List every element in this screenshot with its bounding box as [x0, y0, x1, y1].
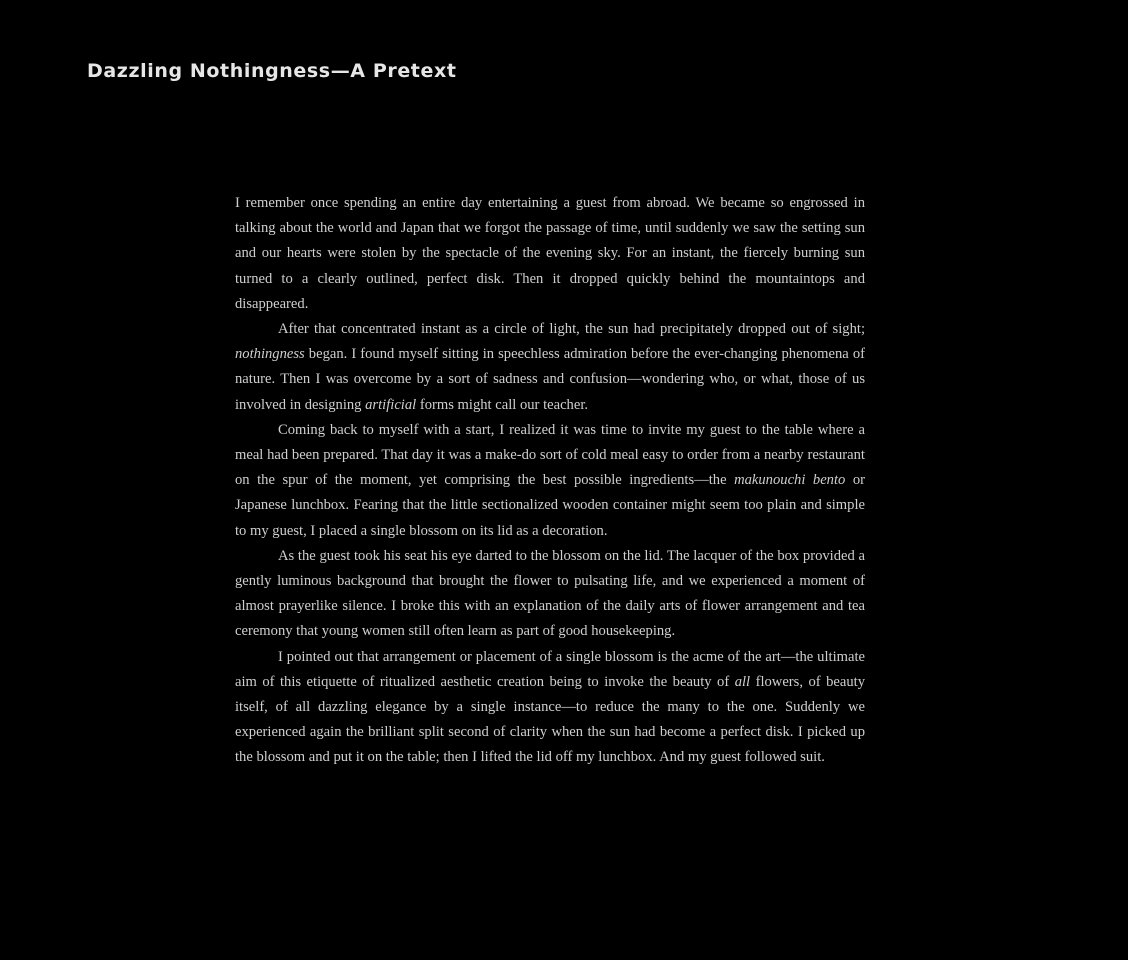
- paragraph-1: [235, 191, 865, 317]
- text-run: forms might call our teacher.: [416, 396, 589, 413]
- italic-term-nothingness: nothingness: [235, 346, 305, 363]
- text-run: or Japanese lunchbox. Fearing that the little sectionalized wooden container might seem too plain and simple to my guest, I placed a single blossom on its lid as a decoration.: [235, 472, 865, 539]
- body-text: [235, 191, 865, 771]
- text-run: flowers, of beauty itself, of all dazzling elegance by a single instance—to reduce the many to the one. Suddenly we experienced again the brilliant split second of clarity when the sun had become a perfect disk. I picked up the blossom and put it on the table; then I lifted the lid off my lunchbox. And my guest followed suit.: [235, 673, 866, 766]
- italic-term-all: all: [734, 673, 751, 690]
- text-run: I pointed out that arrangement or placement of a single blossom is the acme of the art—the ultimate aim of this etiquette of ritualized aesthetic creation being to invoke the beauty of: [235, 648, 865, 690]
- text-run: I remember once spending an entire day entertaining a guest from abroad. We became so engrossed in talking about the world and Japan that we forgot the passage of time, until suddenly we saw the setting sun and our hearts were stolen by the spectacle of the evening sky. For an instant, the fiercely burning sun turned to a clearly outlined, perfect disk. Then it dropped quickly behind the mountaintops and disappeared.: [235, 195, 865, 312]
- paragraph-5: [235, 645, 865, 771]
- paragraph-2: [235, 317, 865, 418]
- italic-term-artificial: artificial: [365, 396, 417, 413]
- paragraph-3: [235, 418, 865, 544]
- text-run: As the guest took his seat his eye darted to the blossom on the lid. The lacquer of the box provided a gently luminous background that brought the flower to pulsating life, and we experienced a moment of almost prayerlike silence. I broke this with an explanation of the daily arts of flower arrangement and tea ceremony that young women still often learn as part of good housekeeping.: [235, 547, 865, 640]
- page-title: Dazzling Nothingness—A Pretext: [87, 60, 457, 82]
- text-run: After that concentrated instant as a circle of light, the sun had precipitately dropped out of sight;: [278, 321, 865, 338]
- text-run: Coming back to myself with a start, I realized it was time to invite my guest to the table where a meal had been prepared. That day it was a make-do sort of cold meal easy to order from a nearby restaurant on the spur of the moment, yet comprising the best possible ingredients—the: [235, 421, 865, 489]
- text-run: began. I found myself sitting in speechless admiration before the ever-changing phenomena of nature. Then I was overcome by a sort of sadness and confusion—wondering who, or what, those of us involved in designing: [235, 346, 865, 413]
- paragraph-4: [235, 544, 865, 645]
- italic-term-makunouchi-bento: makunouchi bento: [734, 472, 846, 489]
